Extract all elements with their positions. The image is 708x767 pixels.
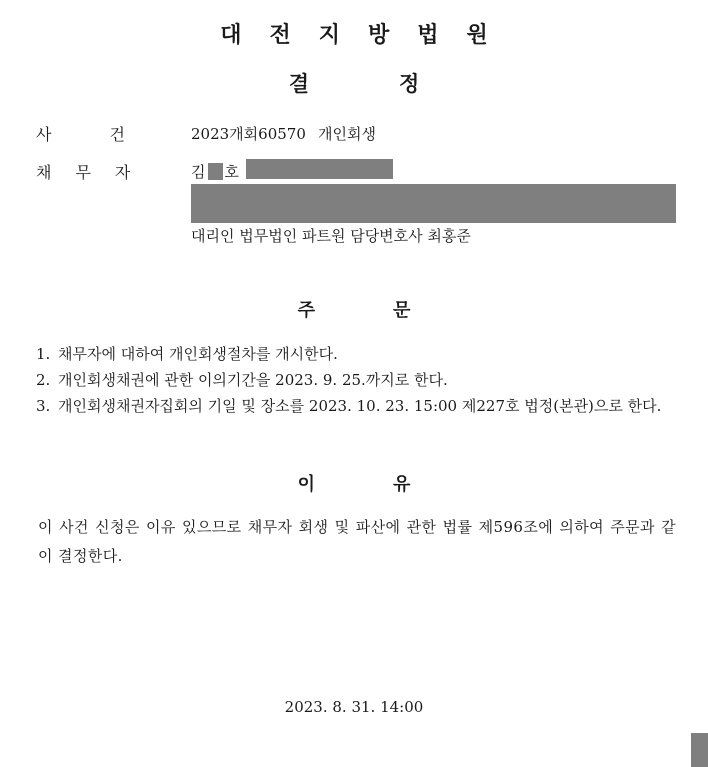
order-item-number: 3.	[36, 397, 51, 415]
legal-agent: 대리인 법무법인 파트원 담당변호사 최홍준	[191, 227, 471, 245]
order-item-text: 채무자에 대하여 개인회생절차를 개시한다.	[58, 345, 338, 363]
debtor-name-last: 호	[224, 163, 239, 181]
order-item-text: 개인회생채권에 관한 이의기간을 2023. 9. 25.까지로 한다.	[58, 371, 448, 389]
debtor-name	[191, 161, 239, 182]
reason-text: 이 사건 신청은 이유 있으므로 채무자 회생 및 파산에 관한 법률 제596조에 의하여 주문과 같이 결정한다.	[38, 518, 676, 565]
page-edge-mark	[691, 733, 708, 767]
case-name: 개인회생	[318, 125, 376, 143]
order-item-text: 개인회생채권자집회의 기일 및 장소를 2023. 10. 23. 15:00 제227호 법정(본관)으로 한다.	[58, 397, 662, 415]
case-label: 사건	[36, 125, 183, 144]
order-item-number: 2.	[36, 371, 51, 389]
redaction-block-id	[246, 159, 393, 179]
order-item-number: 1.	[36, 345, 51, 363]
debtor-name-first: 김	[191, 163, 206, 181]
debtor-label: 채무자	[36, 163, 155, 182]
order-list	[36, 341, 678, 419]
order-item	[36, 367, 678, 393]
order-item	[36, 393, 678, 419]
case-number: 2023개회60570	[191, 125, 306, 143]
name-redaction	[208, 163, 223, 180]
order-heading: 주문	[297, 300, 489, 321]
redaction-block-address	[191, 184, 676, 223]
order-item	[36, 341, 678, 367]
decision-date: 2023. 8. 31. 14:00	[284, 698, 424, 716]
reason-heading: 이유	[297, 474, 489, 495]
court-name: 대전지방법원	[220, 23, 516, 48]
document-title: 결정	[288, 72, 510, 96]
